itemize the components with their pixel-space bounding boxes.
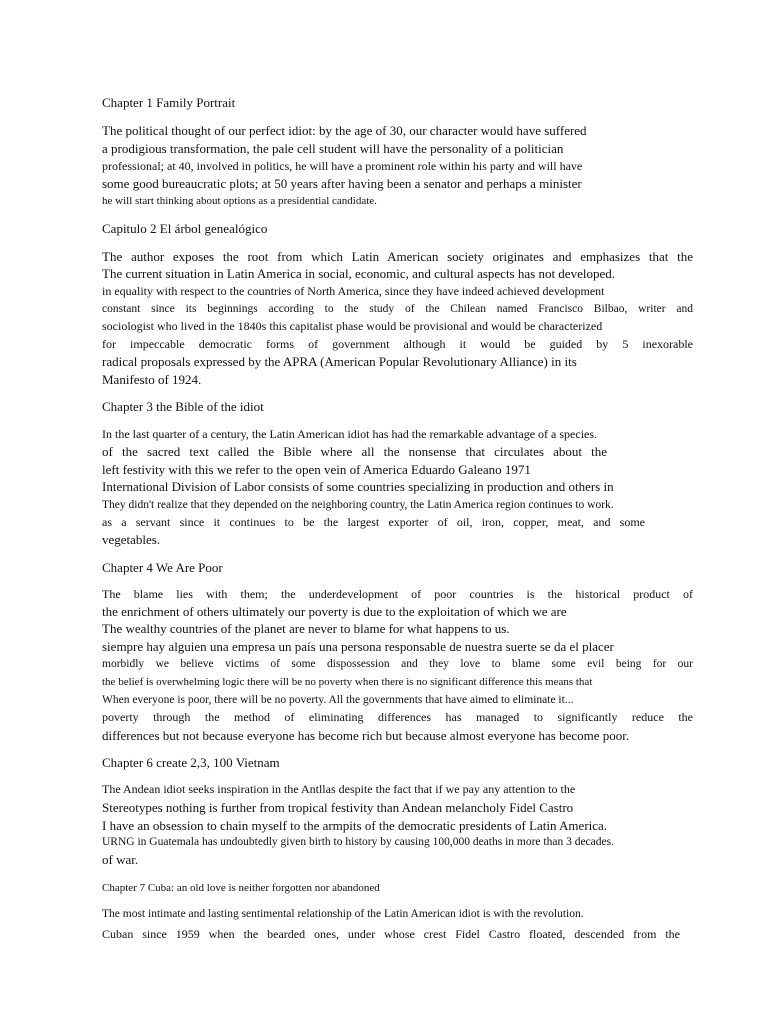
chapter-3-line: vegetables. bbox=[102, 533, 161, 547]
chapter-4-line: The wealthy countries of the planet are never to blame for what happens to us. bbox=[102, 622, 510, 636]
chapter-2-line: The author exposes the root from which Latin American society originates and emphasizes that the bbox=[102, 250, 693, 264]
chapter-3-line: International Division of Labor consists of some countries specializing in production and others in bbox=[102, 480, 614, 494]
chapter-4-heading: Chapter 4 We Are Poor bbox=[102, 561, 223, 575]
chapter-1-heading: Chapter 1 Family Portrait bbox=[102, 96, 236, 110]
chapter-6-line: URNG in Guatemala has undoubtedly given birth to history by causing 100,000 deaths in more than 3 decades. bbox=[102, 836, 614, 848]
chapter-2-line: for impeccable democratic forms of government although it would be guided by 5 inexorable bbox=[102, 338, 693, 351]
chapter-4-line: the belief is overwhelming logic there will be no poverty when there is no significant difference this means that bbox=[102, 676, 593, 688]
chapter-1-line: professional; at 40, involved in politics, he will have a prominent role within his party and will have bbox=[102, 160, 583, 173]
chapter-4-line: The blame lies with them; the underdevelopment of poor countries is the historical product of bbox=[102, 588, 693, 601]
chapter-2-heading: Capitulo 2 El árbol genealógico bbox=[102, 222, 268, 236]
chapter-2-line: The current situation in Latin America in social, economic, and cultural aspects has not developed. bbox=[102, 267, 615, 281]
chapter-3-line: In the last quarter of a century, the Latin American idiot has had the remarkable advantage of a species. bbox=[102, 428, 598, 441]
chapter-4-line: When everyone is poor, there will be no poverty. All the governments that have aimed to eliminate it... bbox=[102, 694, 574, 706]
chapter-1-line: The political thought of our perfect idiot: by the age of 30, our character would have suffered bbox=[102, 124, 587, 138]
chapter-6-line: of war. bbox=[102, 853, 139, 867]
chapter-2-line: sociologist who lived in the 1840s this capitalist phase would be provisional and would be characterized bbox=[102, 320, 603, 333]
chapter-4-line: siempre hay alguien una empresa un país una persona responsable de nuestra suerte se da el placer bbox=[102, 640, 614, 654]
chapter-3-line: They didn't realize that they depended on the neighboring country, the Latin America region continues to work. bbox=[102, 499, 614, 511]
chapter-2-line: radical proposals expressed by the APRA (American Popular Revolutionary Alliance) in its bbox=[102, 355, 577, 369]
chapter-4-line: morbidly we believe victims of some dispossession and they love to blame some evil being for our bbox=[102, 658, 693, 670]
chapter-6-line: The Andean idiot seeks inspiration in the Antllas despite the fact that if we pay any attention to the bbox=[102, 783, 576, 796]
chapter-3-heading: Chapter 3 the Bible of the idiot bbox=[102, 400, 264, 414]
chapter-4-line: differences but not because everyone has become rich but because almost everyone has become poor. bbox=[102, 729, 630, 743]
chapter-2-line: in equality with respect to the countries of North America, since they have indeed achieved development bbox=[102, 285, 605, 298]
chapter-4-line: poverty through the method of eliminating differences has managed to significantly reduce the bbox=[102, 711, 693, 724]
chapter-6-line: Stereotypes nothing is further from tropical festivity than Andean melancholy Fidel Castro bbox=[102, 801, 574, 815]
chapter-7-line: The most intimate and lasting sentimental relationship of the Latin American idiot is with the revolution. bbox=[102, 908, 584, 920]
chapter-7-line: Cuban since 1959 when the bearded ones, under whose crest Fidel Castro floated, descended from the bbox=[102, 928, 680, 941]
chapter-4-line: the enrichment of others ultimately our poverty is due to the exploitation of which we are bbox=[102, 605, 567, 619]
chapter-1-line: some good bureaucratic plots; at 50 years after having been a senator and perhaps a minister bbox=[102, 177, 582, 191]
chapter-2-line: constant since its beginnings according to the study of the Chilean named Francisco Bilbao, writer and bbox=[102, 303, 693, 315]
chapter-1-line: a prodigious transformation, the pale cell student will have the personality of a politician bbox=[102, 142, 564, 156]
chapter-6-line: I have an obsession to chain myself to the armpits of the democratic presidents of Latin America. bbox=[102, 819, 608, 833]
chapter-3-line: of the sacred text called the Bible where all the nonsense that circulates about the bbox=[102, 445, 607, 459]
chapter-1-line: he will start thinking about options as a presidential candidate. bbox=[102, 195, 377, 207]
chapter-7-heading: Chapter 7 Cuba: an old love is neither forgotten nor abandoned bbox=[102, 882, 380, 894]
chapter-3-line: as a servant since it continues to be the largest exporter of oil, iron, copper, meat, and some bbox=[102, 516, 645, 529]
chapter-2-line: Manifesto of 1924. bbox=[102, 373, 202, 387]
chapter-3-line: left festivity with this we refer to the open vein of America Eduardo Galeano 1971 bbox=[102, 463, 531, 477]
chapter-6-heading: Chapter 6 create 2,3, 100 Vietnam bbox=[102, 756, 280, 770]
